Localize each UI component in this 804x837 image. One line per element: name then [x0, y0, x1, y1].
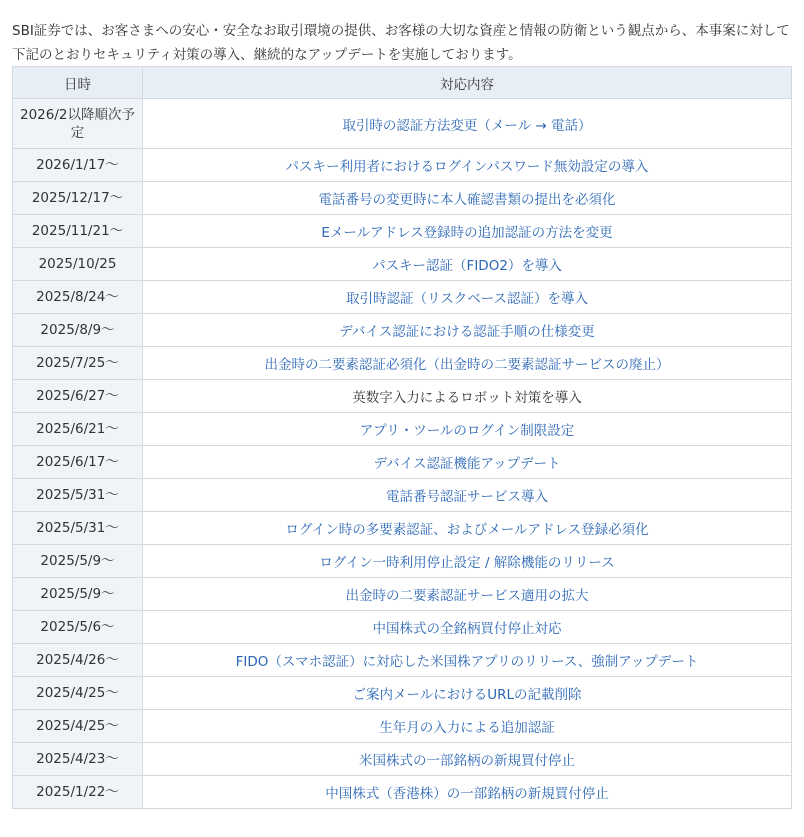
table-row: [13, 710, 792, 743]
row-date: [13, 446, 143, 479]
row-content-link[interactable]: ログイン一時利用停止設定 / 解除機能のリリース: [319, 555, 615, 571]
row-date: [13, 281, 143, 314]
table-row: [13, 545, 792, 578]
row-content: [143, 380, 792, 413]
row-content-link[interactable]: 生年月の入力による追加認証: [379, 720, 555, 736]
row-date-text: 2025/4/26〜: [36, 652, 119, 668]
row-date: [13, 743, 143, 776]
table-row: [13, 413, 792, 446]
table-row: [13, 314, 792, 347]
row-date-text: 2025/5/31〜: [36, 487, 119, 503]
row-content-link[interactable]: 取引時認証（リスクベース認証）を導入: [345, 291, 589, 307]
row-date: [13, 215, 143, 248]
row-content-link[interactable]: 電話番号認証サービス導入: [386, 489, 548, 505]
row-content: [143, 677, 792, 710]
row-date-text: 2025/6/27〜: [36, 388, 119, 404]
table-row: [13, 182, 792, 215]
row-content: [143, 413, 792, 446]
table-row: [13, 644, 792, 677]
row-content-link[interactable]: 中国株式（香港株）の一部銘柄の新規買付停止: [325, 786, 609, 802]
row-date: [13, 347, 143, 380]
row-content-link[interactable]: パスキー認証（FIDO2）を導入: [372, 258, 562, 274]
column-header-date: 日時: [13, 67, 143, 99]
row-date: [13, 578, 143, 611]
row-date-text: 2025/5/9〜: [40, 553, 115, 569]
row-date-text: 2025/6/17〜: [36, 454, 119, 470]
row-date-text: 2025/5/31〜: [36, 520, 119, 536]
row-content-link[interactable]: パスキー利用者におけるログインパスワード無効設定の導入: [285, 159, 649, 175]
row-content-link[interactable]: 出金時の二要素認証サービス適用の拡大: [345, 588, 589, 604]
row-date: [13, 545, 143, 578]
table-row: [13, 677, 792, 710]
row-date-text: 2026/2以降順次予定: [20, 106, 135, 141]
row-content-link[interactable]: 取引時の認証方法変更（メール → 電話）: [342, 117, 592, 134]
row-content: [143, 314, 792, 347]
row-date: [13, 644, 143, 677]
row-content: [143, 644, 792, 677]
row-date-text: 2025/10/25: [38, 256, 117, 272]
row-content-link[interactable]: ご案内メールにおけるURLの記載削除: [352, 687, 582, 703]
row-content: [143, 479, 792, 512]
row-date: [13, 248, 143, 281]
row-date: [13, 776, 143, 809]
row-date-text: 2025/4/23〜: [36, 751, 119, 767]
row-date: [13, 677, 143, 710]
row-date: [13, 413, 143, 446]
table-row: [13, 512, 792, 545]
table-header-row: [13, 67, 792, 99]
row-date: [13, 314, 143, 347]
table-row: [13, 99, 792, 149]
row-content: [143, 578, 792, 611]
row-content-link[interactable]: Eメールアドレス登録時の追加認証の方法を変更: [321, 225, 613, 241]
row-date-text: 2025/8/9〜: [40, 322, 115, 338]
row-date-text: 2026/1/17〜: [36, 157, 119, 173]
row-content: [143, 248, 792, 281]
table-row: [13, 281, 792, 314]
row-date-text: 2025/7/25〜: [36, 355, 119, 371]
intro-text: SBI証券では、お客さまへの安心・安全なお取引環境の提供、お客様の大切な資産と情報の防衛という観点から、本事案に対して下記のとおりセキュリティ対策の導入、継続的なアップデートを実施しております。: [12, 22, 790, 63]
row-content: [143, 512, 792, 545]
row-content: [143, 215, 792, 248]
row-content-link[interactable]: デバイス認証における認証手順の仕様変更: [339, 324, 595, 340]
row-content: [143, 281, 792, 314]
row-date: [13, 149, 143, 182]
row-content: [143, 743, 792, 776]
row-date-text: 2025/11/21〜: [31, 223, 124, 239]
row-content-link[interactable]: 中国株式の全銘柄買付停止対応: [372, 621, 562, 637]
table-row: [13, 479, 792, 512]
row-date-text: 2025/4/25〜: [36, 718, 119, 734]
table-row: [13, 248, 792, 281]
row-content: [143, 710, 792, 743]
row-content: [143, 776, 792, 809]
table-row: [13, 215, 792, 248]
table-row: [13, 743, 792, 776]
row-content-link[interactable]: 電話番号の変更時に本人確認書類の提出を必須化: [318, 192, 616, 208]
table-row: [13, 776, 792, 809]
row-content-link[interactable]: ログイン時の多要素認証、およびメールアドレス登録必須化: [285, 522, 649, 538]
row-content-link[interactable]: アプリ・ツールのログイン制限設定: [359, 423, 575, 439]
table-row: [13, 578, 792, 611]
row-content: [143, 446, 792, 479]
row-content: [143, 149, 792, 182]
row-content: [143, 182, 792, 215]
row-date-text: 2025/1/22〜: [36, 784, 119, 800]
row-date-text: 2025/5/6〜: [40, 619, 115, 635]
row-date: [13, 479, 143, 512]
table-row: [13, 347, 792, 380]
row-content: [143, 545, 792, 578]
row-content: [143, 99, 792, 149]
table-row: [13, 380, 792, 413]
table-body: [13, 99, 792, 809]
table-row: [13, 149, 792, 182]
row-date-text: 2025/8/24〜: [36, 289, 119, 305]
table-row: [13, 446, 792, 479]
row-content-link[interactable]: 米国株式の一部銘柄の新規買付停止: [359, 753, 575, 769]
column-header-content: 対応内容: [143, 67, 792, 99]
row-date-text: 2025/12/17〜: [31, 190, 124, 206]
row-content-text: 英数字入力によるロボット対策を導入: [352, 390, 582, 406]
row-date: [13, 710, 143, 743]
row-date: [13, 182, 143, 215]
row-content: [143, 347, 792, 380]
row-date: [13, 512, 143, 545]
table-row: [13, 611, 792, 644]
row-content-link[interactable]: 出金時の二要素認証必須化（出金時の二要素認証サービスの廃止）: [264, 357, 670, 373]
row-content-link[interactable]: FIDO（スマホ認証）に対応した米国株アプリのリリース、強制アップデート: [235, 654, 699, 670]
row-content-link[interactable]: デバイス認証機能アップデート: [373, 456, 561, 472]
security-measures-table: [12, 66, 792, 809]
row-date: [13, 99, 143, 149]
row-content: [143, 611, 792, 644]
row-date: [13, 380, 143, 413]
row-date: [13, 611, 143, 644]
row-date-text: 2025/4/25〜: [36, 685, 119, 701]
row-date-text: 2025/5/9〜: [40, 586, 115, 602]
row-date-text: 2025/6/21〜: [36, 421, 119, 437]
